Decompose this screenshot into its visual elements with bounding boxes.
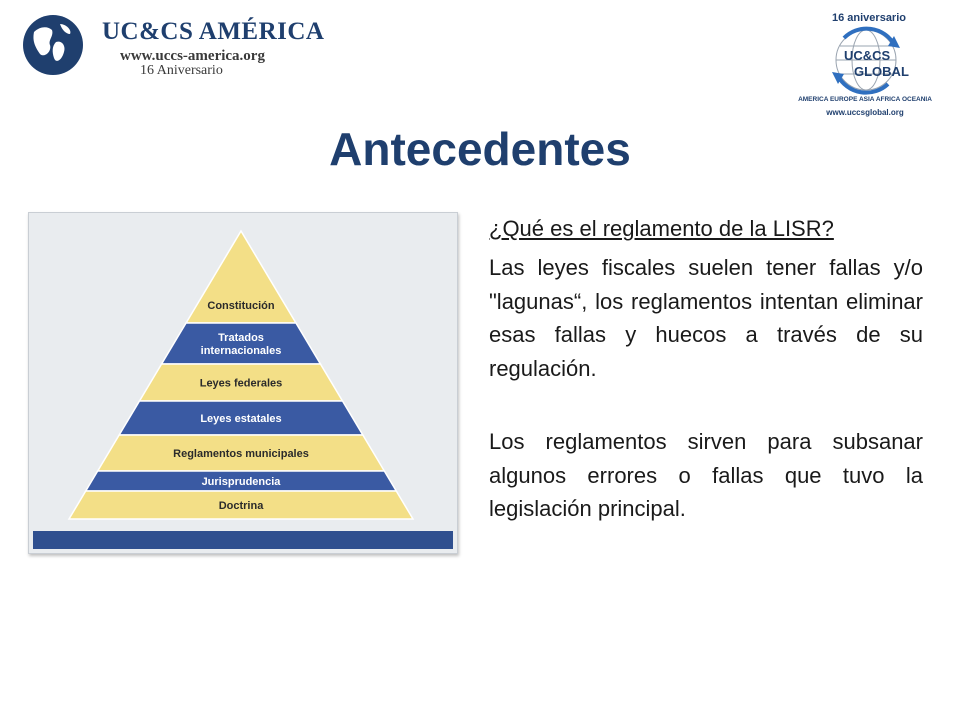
left-logo-url: www.uccs-america.org	[120, 48, 265, 64]
right-logo-anniversary: 16 aniversario	[832, 12, 906, 24]
pyramid-level-label: Leyes federales	[199, 377, 283, 390]
slide-content	[489, 212, 923, 526]
right-logo-continents: AMERICA EUROPE ASIA AFRICA OCEANIA	[798, 96, 932, 103]
pyramid-level-label: internacionales	[200, 345, 282, 357]
left-logo-brand: UC&CS AMÉRICA	[102, 18, 325, 45]
pyramid-level-label: Constitución	[207, 300, 275, 312]
paragraph-1: Las leyes fiscales suelen tener fallas y/o "lagunas“, los reglamentos intentan eliminar esas fallas y huecos a través de su regulación.	[489, 255, 923, 381]
pyramid-level-label: Jurisprudencia	[201, 476, 281, 488]
pyramid-level-label: Leyes estatales	[200, 413, 282, 425]
paragraph-2: Los reglamentos sirven para subsanar algunos errores o fallas que tuvo la legislación principal.	[489, 429, 923, 522]
slide-title: Antecedentes	[329, 123, 631, 175]
pyramid-svg	[29, 213, 457, 553]
right-logo-brand-line2: GLOBAL	[854, 64, 909, 79]
globe-icon	[20, 12, 86, 78]
left-logo-subtitle: 16 Aniversario	[140, 63, 223, 78]
pyramid-level-label: Reglamentos municipales	[173, 448, 309, 460]
uccs-america-logo	[20, 12, 325, 78]
global-globe-icon	[816, 24, 916, 96]
right-logo-brand-line1: UC&CS	[844, 48, 891, 63]
question-heading: ¿Qué es el reglamento de la LISR?	[489, 216, 834, 241]
legal-hierarchy-pyramid-image	[28, 212, 458, 554]
right-logo-url: www.uccsglobal.org	[826, 108, 904, 117]
pyramid-level-label: Doctrina	[218, 500, 264, 512]
pyramid-level-label: Tratados	[218, 332, 264, 344]
uccs-global-logo	[790, 10, 940, 122]
pyramid-base-bar	[33, 531, 453, 549]
